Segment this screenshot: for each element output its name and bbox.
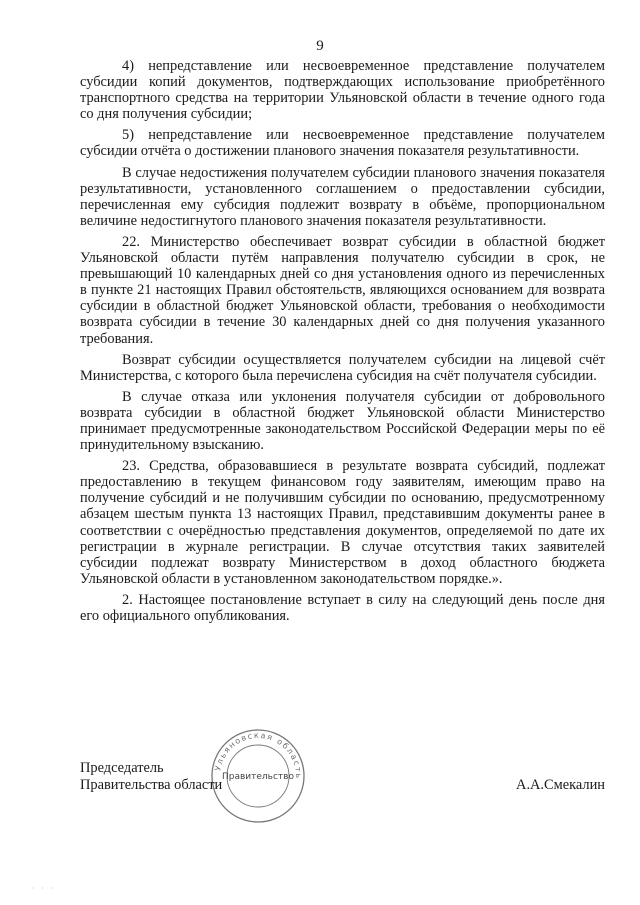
signatory-title-line-2: Правительства области [80,777,223,793]
paragraph-23: 23. Средства, образовавшиеся в результате возврата субсидий, подлежат предоставлению в текущем финансовом году заявителям, имеющим право на получение субсидий и не получившим субсидии по основанию, предусмотренному абзацем шестым пункта 13 настоящих Правил, представившим документы ранее в соответствии с очерёдностью представления документов, определяемой по дате их регистрации в журнале регистрации. В случае отсутствия таких заявителей субсидии подлежат возврату Министерством в доход областного бюджета Ульяновской области в установленном законодательством порядке.». [80,458,605,587]
seal-ring-text: Ульяновская область [213,730,304,780]
paragraph-item-5: 5) непредставление или несвоевременное представление получателем субсидии отчёта о достижении планового значения показателя результативности. [80,127,605,160]
paragraph-22: 22. Министерство обеспечивает возврат субсидии в областной бюджет Ульяновской области путём направления получателю субсидии в срок, не превышающий 10 календарных дней со дня установления одного из перечисленных в пункте 21 настоящих Правил обстоятельств, являющихся основанием для возврата субсидии в областной бюджет Ульяновской области, требования о необходимости возврата субсидии в течение 30 календарных дней со дня получения указанного требования. [80,233,605,347]
document-body [80,58,605,629]
paragraph-refusal: В случае отказа или уклонения получателя субсидии от добровольного возврата субсидии в областной бюджет Ульяновской области Министерство принимает предусмотренные законодательством Российской Федерации меры по её принудительному взысканию. [80,388,605,454]
paragraph-item-4: 4) непредставление или несвоевременное представление получателем субсидии копий документов, подтверждающих использование приобретённого транспортного средства на территории Ульяновской области в течение одного года со дня получения субсидии; [80,58,605,123]
page-number: 9 [316,38,324,54]
paragraph-return-shortfall: В случае недостижения получателем субсидии планового значения показателя результативности, установленного соглашением о предоставлении субсидии, перечисленная ему субсидия подлежит возврату в объёме, пропорциональном величине недостигнутого планового значения показателя результативности. [80,164,605,229]
seal-center-text: Правительство [222,772,294,782]
signature-block [80,760,605,820]
paragraph-return-account: Возврат субсидии осуществляется получателем субсидии на лицевой счёт Министерства, с которого была перечислена субсидия на счёт получателя субсидии. [80,351,605,384]
paragraph-effective-date: 2. Настоящее постановление вступает в силу на следующий день после дня его официального опубликования. [80,591,605,624]
signatory-position [80,760,222,794]
signatory-name: А.А.Смекалин [516,777,605,793]
signatory-title-line-1: Председатель [80,760,164,776]
scan-artifact: · · · [32,884,55,893]
